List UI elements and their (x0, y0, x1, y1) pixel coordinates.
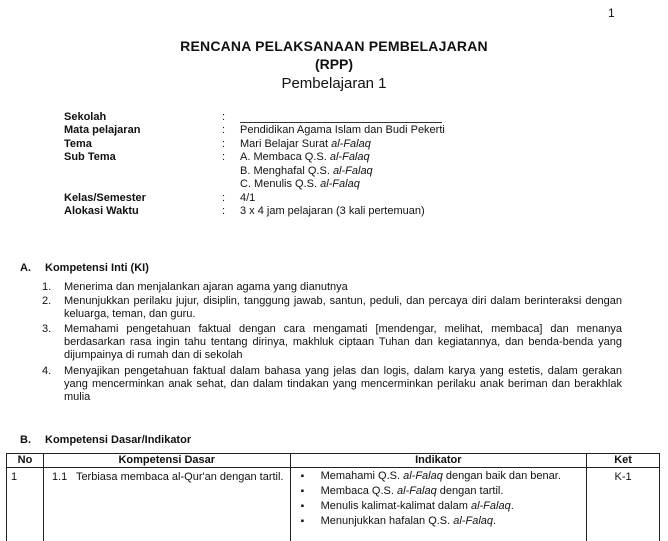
header-ket: Ket (587, 454, 660, 468)
section-b-letter: B. (20, 434, 31, 446)
page-number: 1 (608, 6, 615, 20)
subtema-a-italic: al-Falaq (329, 151, 370, 163)
subtema-b-text: B. Menghafal Q.S. (240, 165, 333, 177)
section-b-title: Kompetensi Dasar/Indikator (45, 434, 192, 446)
indikator-list (291, 468, 587, 528)
ind-pre: Menunjukkan hafalan Q.S. (320, 515, 454, 527)
ki-number: 2. (42, 295, 52, 307)
ind-italic: al-Falaq (403, 470, 443, 482)
sekolah-label: Sekolah (64, 111, 107, 123)
tema-value (240, 138, 371, 150)
subtema-c-text: C. Menulis Q.S. (240, 178, 321, 190)
list-item (291, 500, 583, 513)
kd-text: Terbiasa membaca al-Qur'an dengan tartil. (75, 471, 284, 483)
ki-text: Memahami pengetahuan faktual dengan cara mengamati [mendengar, melihat, membaca] dan menanya berdasarkan rasa ingin tahu tentang dirinya, makhluk ciptaan Tuhan dan kegiatannya, dan benda-benda yang dijumpainya di rumah dan di sekolah (64, 323, 622, 362)
cell-no: 1 (7, 468, 44, 541)
alokasi-label: Alokasi Waktu (64, 205, 139, 217)
header-kd: Kompetensi Dasar (43, 454, 290, 468)
subtema-c-italic: al-Falaq (320, 178, 360, 190)
ki-item-4 (42, 365, 622, 405)
subtema-c (240, 178, 360, 190)
colon: : (222, 205, 226, 217)
ki-number: 4. (42, 365, 52, 377)
ind-italic: al-Falaq (470, 500, 511, 512)
ind-pre: Menulis kalimat-kalimat dalam (320, 500, 471, 512)
cell-indikator (290, 468, 587, 541)
ind-post: dengan tartil. (436, 485, 504, 497)
mapel-value: Pendidikan Agama Islam dan Budi Pekerti (240, 124, 445, 136)
ki-text: Menerima dan menjalankan ajaran agama yang dianutnya (64, 281, 348, 293)
alokasi-value: 3 x 4 jam pelajaran (3 kali pertemuan) (240, 205, 425, 217)
tema-italic: al-Falaq (331, 138, 371, 150)
list-item (291, 485, 583, 498)
colon: : (222, 138, 226, 150)
cell-kd (43, 468, 290, 541)
document-subtitle: (RPP) (314, 56, 354, 72)
ki-number: 3. (42, 323, 52, 335)
ind-italic: al-Falaq (396, 485, 437, 497)
colon: : (222, 111, 226, 123)
colon: : (222, 124, 226, 136)
list-item (291, 515, 583, 528)
subtema-a (240, 151, 370, 163)
ki-number: 1. (42, 281, 52, 293)
ki-text: Menyajikan pengetahuan faktual dalam bahasa yang jelas dan logis, dalam karya yang estetis, dalam gerakan yang mencerminkan anak sehat, dan dalam tindakan yang mencerminkan perilaku anak beriman dan berakhlak mulia (64, 365, 622, 404)
ki-item-2 (42, 295, 622, 321)
header-no: No (7, 454, 44, 468)
section-b-heading (20, 434, 191, 446)
subtema-label: Sub Tema (64, 151, 116, 163)
kd-code: 1.1 (51, 471, 68, 483)
section-a-letter: A. (20, 262, 31, 274)
table-header-row (7, 454, 660, 468)
kelas-value: 4/1 (240, 192, 256, 204)
document-title: RENCANA PELAKSANAAN PEMBELAJARAN (180, 38, 488, 54)
ind-post: dengan baik dan benar. (442, 470, 561, 482)
ki-text: Menunjukkan perilaku jujur, disiplin, tanggung jawab, santun, peduli, dan percaya diri dalam berinteraksi dengan keluarga, teman, dan guru. (64, 295, 622, 321)
header-indikator: Indikator (290, 454, 587, 468)
ki-item-3 (42, 323, 622, 363)
section-a-heading (20, 262, 149, 274)
colon: : (222, 192, 226, 204)
tema-label: Tema (64, 138, 92, 150)
lesson-title: Pembelajaran 1 (281, 75, 387, 92)
list-item (291, 470, 583, 483)
sekolah-blank-line (240, 122, 442, 123)
table-row (7, 468, 660, 541)
colon: : (222, 151, 226, 163)
subtema-b-italic: al-Falaq (332, 165, 373, 177)
ind-post: . (493, 515, 497, 527)
tema-text: Mari Belajar Surat (240, 138, 332, 150)
section-a-title: Kompetensi Inti (KI) (45, 262, 149, 274)
kompetensi-table (6, 453, 660, 541)
cell-ket: K-1 (587, 468, 660, 541)
ind-pre: Membaca Q.S. (320, 485, 397, 497)
subtema-a-text: A. Membaca Q.S. (240, 151, 330, 163)
subtema-b (240, 165, 373, 177)
kelas-label: Kelas/Semester (64, 192, 146, 204)
ki-item-1 (42, 281, 622, 294)
mapel-label: Mata pelajaran (64, 124, 141, 136)
ind-italic: al-Falaq (453, 515, 494, 527)
ind-pre: Memahami Q.S. (320, 470, 404, 482)
ind-post: . (510, 500, 514, 512)
